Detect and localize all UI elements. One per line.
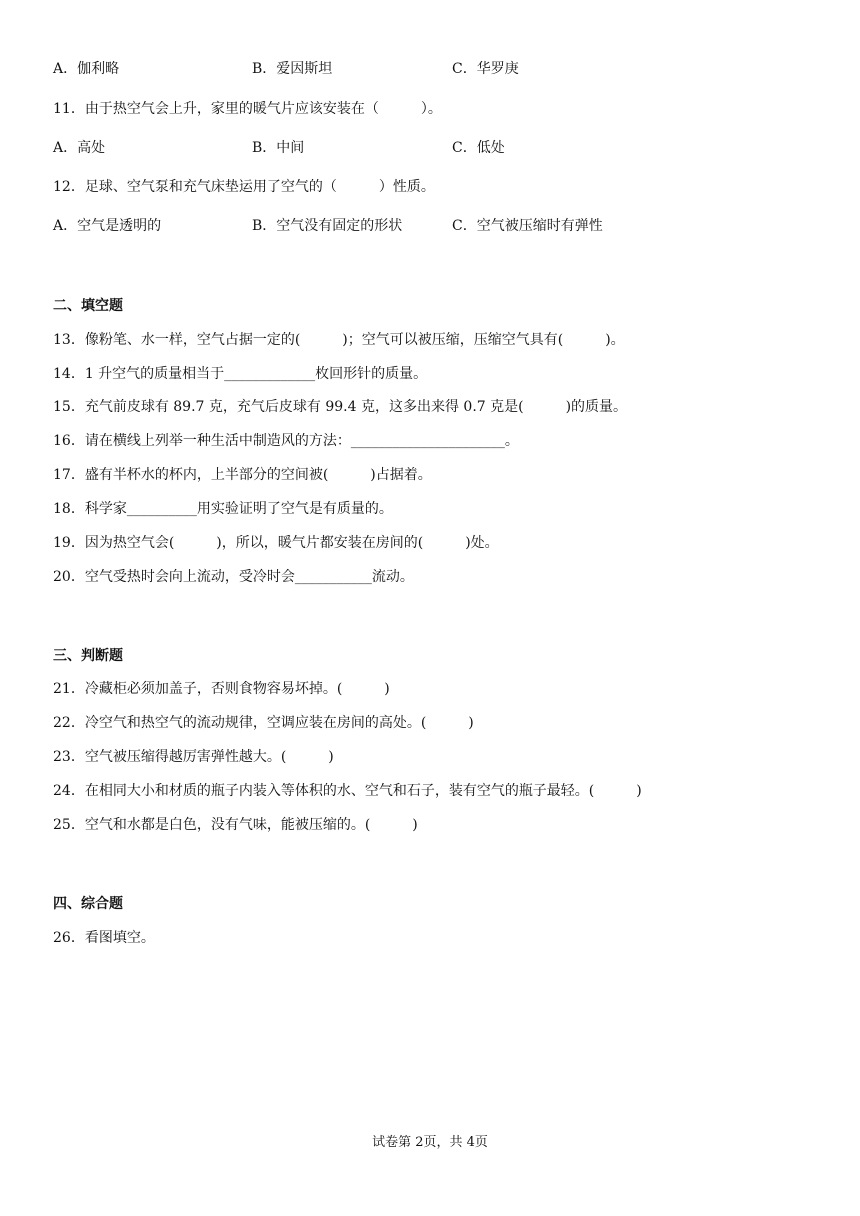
q10-option-b: B．爱因斯坦 (252, 61, 333, 77)
q12-option-a: A．空气是透明的 (53, 218, 162, 234)
question-21: 21．冷藏柜必须加盖子，否则食物容易坏掉。( ) (53, 681, 390, 697)
question-17: 17．盛有半杯水的杯内，上半部分的空间被( )占据着。 (53, 467, 432, 483)
question-22: 22．冷空气和热空气的流动规律，空调应装在房间的高处。( ) (53, 715, 474, 731)
q11-option-b: B．中间 (252, 140, 305, 156)
section-comprehensive-title: 四、综合题 (53, 896, 123, 912)
q11-stem: 11．由于热空气会上升，家里的暖气片应该安装在（ ）。 (53, 101, 442, 117)
question-16: 16．请在横线上列举一种生活中制造风的方法：______________________。 (53, 433, 519, 449)
question-25: 25．空气和水都是白色，没有气味，能被压缩的。( ) (53, 817, 418, 833)
q12-option-c: C．空气被压缩时有弹性 (452, 218, 603, 234)
question-19: 19．因为热空气会( )，所以，暖气片都安装在房间的( )处。 (53, 535, 499, 551)
q10-option-a: A．伽利略 (53, 61, 120, 77)
q10-option-c: C．华罗庚 (452, 61, 519, 77)
page-number-footer: 试卷第 2页，共 4页 (372, 1135, 488, 1150)
q11-option-c: C．低处 (452, 140, 505, 156)
q11-option-a: A．高处 (53, 140, 106, 156)
question-13: 13．像粉笔、水一样，空气占据一定的( )；空气可以被压缩，压缩空气具有( )。 (53, 332, 625, 348)
q12-stem: 12．足球、空气泵和充气床垫运用了空气的（ ）性质。 (53, 179, 435, 195)
question-26: 26．看图填空。 (53, 930, 155, 946)
question-23: 23．空气被压缩得越厉害弹性越大。( ) (53, 749, 334, 765)
section-true-false-title: 三、判断题 (53, 648, 123, 664)
question-20: 20．空气受热时会向上流动，受冷时会___________流动。 (53, 569, 414, 585)
question-14: 14．1 升空气的质量相当于_____________枚回形针的质量。 (53, 366, 428, 382)
question-18: 18．科学家__________用实验证明了空气是有质量的。 (53, 501, 393, 517)
question-24: 24．在相同大小和材质的瓶子内装入等体积的水、空气和石子，装有空气的瓶子最轻。( ) (53, 783, 642, 799)
section-fill-blank-title: 二、填空题 (53, 298, 123, 314)
question-15: 15．充气前皮球有 89.7 克，充气后皮球有 99.4 克，这多出来得 0.7 克是( )的质量。 (53, 399, 628, 415)
q12-option-b: B．空气没有固定的形状 (252, 218, 403, 234)
